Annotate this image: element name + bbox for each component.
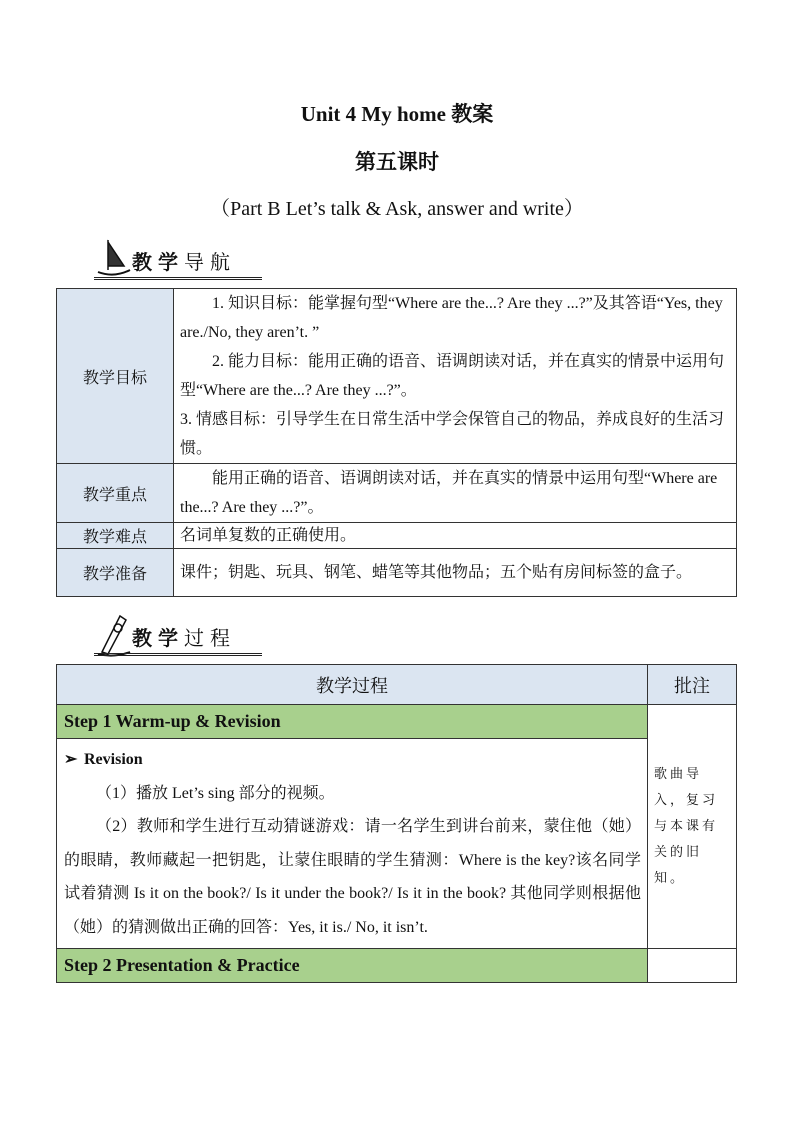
goal-line: 3. 情感目标：引导学生在日常生活中学会保管自己的物品，养成良好的生活习惯。 (180, 411, 725, 457)
row-label: 教学准备 (57, 549, 174, 597)
revision-label: Revision (84, 751, 143, 768)
column-header-process: 教学过程 (57, 665, 648, 705)
row-label: 教学重点 (57, 464, 174, 523)
preparation-line: 课件；钥匙、玩具、钢笔、蜡笔等其他物品；五个贴有房间标签的盒子。 (180, 564, 693, 581)
annotation-cell: 歌曲导入，复习与本课有关的旧知。 (648, 705, 737, 949)
goal-line: 1. 知识目标：能掌握句型“Where are the...? Are they ...?”及其答语“Yes, they are./No, they aren’t. ” (180, 295, 723, 341)
table-header-row (57, 665, 737, 705)
banner-label-a: 教学 (132, 626, 184, 650)
table-row (57, 949, 737, 983)
pencil-figure-icon (94, 612, 134, 658)
row-label: 教学难点 (57, 523, 174, 549)
table-row (57, 549, 737, 597)
column-header-notes: 批注 (648, 665, 737, 705)
step-paragraph: （2）教师和学生进行互动猜谜游戏：请一名学生到讲台前来，蒙住他（她）的眼睛，教师藏起一把钥匙，让蒙住眼睛的学生猜测：Where is the key?该名同学试着猜测 Is it on the book?/ Is it under the book?/ Is it in the book? 其他同学则根据他（她）的猜测做出正确的回答：Yes, it is./ No, it isn’t. (64, 818, 641, 936)
step-heading: Step 1 Warm-up & Revision (57, 705, 648, 739)
banner-underline (94, 653, 262, 656)
step-heading: Step 2 Presentation & Practice (57, 949, 648, 983)
table-row (57, 739, 737, 949)
lesson-subtitle: （Part B Let’s talk & Ask, answer and write） (210, 198, 584, 220)
table-row (57, 705, 737, 739)
row-content (174, 549, 737, 597)
step-paragraph: （1）播放 Let’s sing 部分的视频。 (96, 784, 335, 802)
banner-label-a: 教学 (132, 250, 184, 274)
annotation-cell (648, 949, 737, 983)
table-row (57, 464, 737, 523)
teaching-goals-table (56, 288, 737, 597)
table-row (57, 289, 737, 464)
arrow-bullet-icon: ➢ (64, 751, 78, 768)
row-label: 教学目标 (57, 289, 174, 464)
teaching-process-banner (92, 612, 262, 662)
revision-heading (64, 743, 641, 777)
banner-label-b: 过程 (184, 626, 236, 650)
teaching-guide-banner (92, 236, 262, 286)
difficulty-line: 名词单复数的正确使用。 (180, 526, 357, 544)
step-body (57, 739, 648, 949)
sailboat-icon (94, 236, 134, 280)
banner-underline (94, 277, 262, 280)
key-point-line: 能用正确的语音、语调朗读对话，并在真实的情景中运用句型“Where are the...? Are they ...?”。 (180, 470, 718, 516)
goal-line: 2. 能力目标：能用正确的语音、语调朗读对话，并在真实的情景中运用句型“Where are the...? Are they ...?”。 (180, 353, 725, 399)
teaching-process-table (56, 664, 737, 983)
lesson-number: 第五课时 (355, 150, 439, 174)
row-content (174, 464, 737, 523)
document-title: Unit 4 My home 教案 (300, 102, 494, 126)
banner-label-b: 导航 (184, 250, 236, 274)
row-content (174, 289, 737, 464)
row-content (174, 523, 737, 549)
table-row (57, 523, 737, 549)
